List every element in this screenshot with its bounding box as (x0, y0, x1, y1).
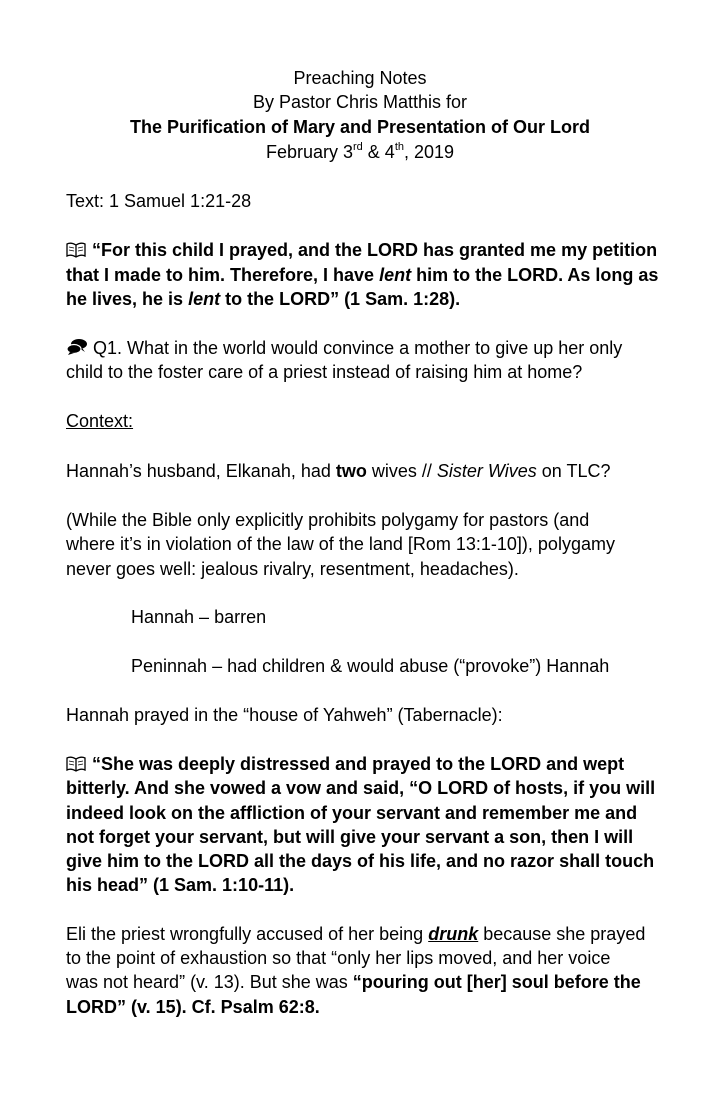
eli-line-1: Eli the priest wrongfully accused of her being drunk because she prayed (66, 924, 646, 944)
prayed-line: Hannah prayed in the “house of Yahweh” (Tabernacle): (66, 705, 503, 725)
polygamy-line-3: never goes well: jealous rivalry, resentment, headaches). (66, 559, 519, 579)
question1-line-2: child to the foster care of a priest instead of raising him at home? (66, 362, 583, 382)
hannah-line: Hannah – barren (131, 607, 267, 627)
eli-line-3: was not heard” (v. 13). But she was “pouring out [her] soul before the (66, 972, 641, 992)
header-line-2: By Pastor Chris Matthis for (252, 92, 468, 112)
text-reference: Text: 1 Samuel 1:21-28 (66, 191, 252, 211)
quote2-line-3: indeed look on the affliction of your servant and remember me and (66, 803, 638, 823)
quote1-line-2: that I made to him. Therefore, I have lent him to the LORD. As long as (66, 265, 659, 285)
header-line-1: Preaching Notes (293, 68, 427, 88)
quote2-line-4: not forget your servant, but will give your servant a son, then I will (66, 827, 634, 847)
eli-line-2: to the point of exhaustion so that “only her lips moved, and her voice (66, 948, 611, 968)
eli-line-4: LORD” (v. 15). Cf. Psalm 62:8. (66, 997, 320, 1017)
quote2-line-1: “She was deeply distressed and prayed to the LORD and wept (66, 752, 624, 778)
quote2-line-6: his head” (1 Sam. 1:10-11). (66, 875, 295, 895)
husband-line: Hannah’s husband, Elkanah, had two wives // Sister Wives on TLC? (66, 461, 611, 481)
open-book-icon (66, 240, 86, 264)
open-book-icon (66, 754, 86, 778)
peninnah-line: Peninnah – had children & would abuse (“provoke”) Hannah (131, 656, 610, 676)
speech-bubbles-icon (66, 338, 88, 362)
polygamy-line-2: where it’s in violation of the law of the land [Rom 13:1-10]), polygamy (66, 534, 615, 554)
quote1-line-1: “For this child I prayed, and the LORD has granted me my petition (66, 238, 657, 264)
quote2-line-5: give him to the LORD all the days of his life, and no razor shall touch (66, 851, 655, 871)
sermon-date: February 3rd & 4th, 2019 (265, 141, 455, 162)
sermon-title: The Purification of Mary and Presentation of Our Lord (129, 117, 591, 137)
context-heading: Context: (66, 411, 134, 431)
polygamy-line-1: (While the Bible only explicitly prohibits polygamy for pastors (and (66, 510, 590, 530)
quote2-line-2: bitterly. And she vowed a vow and said, “O LORD of hosts, if you will (66, 778, 656, 798)
question1-line-1: Q1. What in the world would convince a mother to give up her only (66, 336, 622, 362)
quote1-line-3: he lives, he is lent to the LORD” (1 Sam. 1:28). (66, 289, 461, 309)
